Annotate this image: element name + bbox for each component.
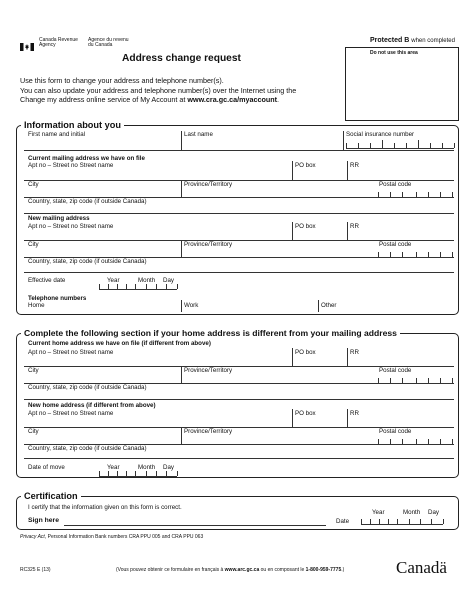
intro-line-3 <box>20 95 279 104</box>
current-home-province-label: Province/Territory <box>184 367 233 374</box>
new-home-street-field[interactable] <box>26 417 292 426</box>
effective-date-label: Effective date <box>28 277 66 284</box>
certification-date-field[interactable] <box>361 517 443 524</box>
intro-line-1: Use this form to change your address and telephone number(s). <box>20 76 224 85</box>
effective-date-year-label: Year <box>107 277 120 284</box>
current-mailing-po-field[interactable] <box>294 169 346 179</box>
sin-label: Social insurance number <box>346 131 415 138</box>
current-mailing-country-label: Country, state, zip code (if outside Canada) <box>28 198 147 205</box>
certification-year-label: Year <box>372 509 385 516</box>
protected-b-label <box>370 37 455 45</box>
work-phone-field[interactable] <box>182 302 316 312</box>
current-mailing-po-label: PO box <box>295 162 316 169</box>
home-address-section-title: Complete the following section if your home address is different from your mailing address <box>21 328 400 339</box>
current-home-rr-label: RR <box>350 349 359 356</box>
canada-flag-symbol <box>20 38 34 46</box>
new-home-postal-label: Postal code <box>379 428 412 435</box>
my-account-link[interactable]: www.cra.gc.ca/myaccount <box>187 95 278 104</box>
new-home-city-label: City <box>28 428 39 435</box>
other-phone-field[interactable] <box>319 302 454 312</box>
new-mailing-street-label: Apt no – Street no Street name <box>28 223 114 230</box>
new-mailing-country-label: Country, state, zip code (if outside Canada) <box>28 258 147 265</box>
privacy-act-note <box>20 534 203 540</box>
other-phone-label: Other <box>321 302 337 309</box>
agency-fr-line2: du Canada <box>88 42 113 48</box>
new-mailing-city-label: City <box>28 241 39 248</box>
new-mailing-province-field[interactable] <box>182 248 332 257</box>
new-mailing-street-field[interactable] <box>26 230 292 239</box>
telephone-numbers-label: Telephone numbers <box>28 295 87 302</box>
new-mailing-label: New mailing address <box>28 215 90 222</box>
privacy-act-text: , Personal Information Bank numbers CRA PPU 005 and CRA PPU 063 <box>44 534 204 540</box>
new-home-street-label: Apt no – Street no Street name <box>28 410 114 417</box>
current-mailing-postal-label: Postal code <box>379 181 412 188</box>
french-version-note <box>116 567 344 573</box>
french-note-a: (Vous pouvez obtenir ce formulaire en français à <box>116 567 225 573</box>
new-mailing-country-field[interactable] <box>26 265 454 272</box>
current-home-city-label: City <box>28 367 39 374</box>
certification-statement: I certify that the information given on this form is correct. <box>28 504 182 511</box>
current-mailing-rr-label: RR <box>350 162 359 169</box>
new-mailing-province-label: Province/Territory <box>184 241 233 248</box>
intro-line-3-text: Change my address online service of My Account at <box>20 95 188 104</box>
sign-here-label: Sign here <box>28 517 59 524</box>
date-of-move-field[interactable] <box>99 470 177 476</box>
last-name-field[interactable] <box>182 138 342 150</box>
new-home-province-field[interactable] <box>182 435 332 444</box>
new-home-po-label: PO box <box>295 410 316 417</box>
effective-date-day-label: Day <box>163 277 175 284</box>
new-mailing-city-field[interactable] <box>26 248 178 257</box>
current-home-city-field[interactable] <box>26 374 178 383</box>
new-mailing-rr-field[interactable] <box>348 230 454 239</box>
first-name-label: First name and initial <box>28 131 86 138</box>
date-of-move-day-label: Day <box>163 464 175 471</box>
new-mailing-postal-label: Postal code <box>379 241 412 248</box>
canada-flag-icon <box>20 43 34 51</box>
cra-use-box <box>345 47 459 121</box>
current-mailing-street-label: Apt no – Street no Street name <box>28 162 114 169</box>
first-name-field[interactable] <box>26 138 178 150</box>
current-home-country-field[interactable] <box>26 391 454 399</box>
effective-date-field[interactable] <box>99 283 177 289</box>
form-code: RC325 E (13) <box>20 567 51 573</box>
current-home-po-field[interactable] <box>294 356 346 365</box>
new-home-country-label: Country, state, zip code (if outside Canada) <box>28 445 147 452</box>
new-mailing-po-label: PO box <box>295 223 316 230</box>
date-of-move-year-label: Year <box>107 464 120 471</box>
current-mailing-street-field[interactable] <box>26 169 292 179</box>
new-home-postal-field[interactable] <box>378 437 454 444</box>
french-phone-number: 1-800-959-7775 <box>305 567 342 573</box>
current-mailing-label: Current mailing address we have on file <box>28 155 145 162</box>
do-not-use-label: Do not use this area <box>370 50 418 56</box>
certification-month-label: Month <box>403 509 421 516</box>
date-of-move-month-label: Month <box>138 464 156 471</box>
certification-date-label: Date <box>336 518 350 525</box>
signature-field[interactable] <box>64 515 326 525</box>
current-home-country-label: Country, state, zip code (if outside Canada) <box>28 384 147 391</box>
effective-date-month-label: Month <box>138 277 156 284</box>
current-home-street-field[interactable] <box>26 356 292 365</box>
new-home-city-field[interactable] <box>26 435 178 444</box>
current-mailing-province-label: Province/Territory <box>184 181 233 188</box>
sin-field[interactable] <box>346 139 454 148</box>
information-about-you-title: Information about you <box>21 120 124 131</box>
current-mailing-city-field[interactable] <box>26 188 178 197</box>
current-mailing-country-field[interactable] <box>26 205 454 213</box>
new-home-label: New home address (if different from above) <box>28 402 156 409</box>
new-mailing-postal-field[interactable] <box>378 250 454 257</box>
last-name-label: Last name <box>184 131 213 138</box>
current-home-po-label: PO box <box>295 349 316 356</box>
current-mailing-province-field[interactable] <box>182 188 332 197</box>
date-of-move-label: Date of move <box>28 464 65 471</box>
home-phone-field[interactable] <box>26 302 178 312</box>
intro-line-3-end: . <box>277 95 280 104</box>
current-home-street-label: Apt no – Street no Street name <box>28 349 114 356</box>
agency-en-line1: Canada Revenue <box>39 37 78 43</box>
protected-b-text: Protected B <box>370 37 410 44</box>
work-phone-label: Work <box>184 302 199 309</box>
current-mailing-rr-field[interactable] <box>348 169 454 179</box>
canada-wordmark: Canadä <box>396 558 447 577</box>
certification-day-label: Day <box>428 509 440 516</box>
protected-b-suffix: when completed <box>411 38 455 44</box>
new-home-po-field[interactable] <box>294 417 346 426</box>
new-mailing-po-field[interactable] <box>294 230 346 239</box>
current-mailing-postal-field[interactable] <box>378 190 454 197</box>
intro-line-2: You can also update your address and telephone number(s) over the Internet using the <box>20 86 297 95</box>
new-home-province-label: Province/Territory <box>184 428 233 435</box>
current-home-province-field[interactable] <box>182 374 332 383</box>
home-phone-label: Home <box>28 302 45 309</box>
new-home-rr-field[interactable] <box>348 417 454 426</box>
current-home-label: Current home address we have on file (if different from above) <box>28 340 211 347</box>
privacy-act-title: Privacy Act <box>20 534 45 540</box>
new-mailing-rr-label: RR <box>350 223 359 230</box>
new-home-rr-label: RR <box>350 410 359 417</box>
form-title: Address change request <box>122 53 241 64</box>
current-mailing-city-label: City <box>28 181 39 188</box>
french-note-e: .) <box>341 567 345 573</box>
french-note-c: ou en composant le <box>259 567 306 573</box>
certification-title: Certification <box>21 491 81 502</box>
current-home-rr-field[interactable] <box>348 356 454 365</box>
current-home-postal-field[interactable] <box>378 376 454 383</box>
current-home-postal-label: Postal code <box>379 367 412 374</box>
agency-fr-line1: Agence du revenu <box>88 37 129 43</box>
french-website-link[interactable]: www.arc.gc.ca <box>224 567 260 573</box>
agency-en-line2: Agency <box>39 42 56 48</box>
